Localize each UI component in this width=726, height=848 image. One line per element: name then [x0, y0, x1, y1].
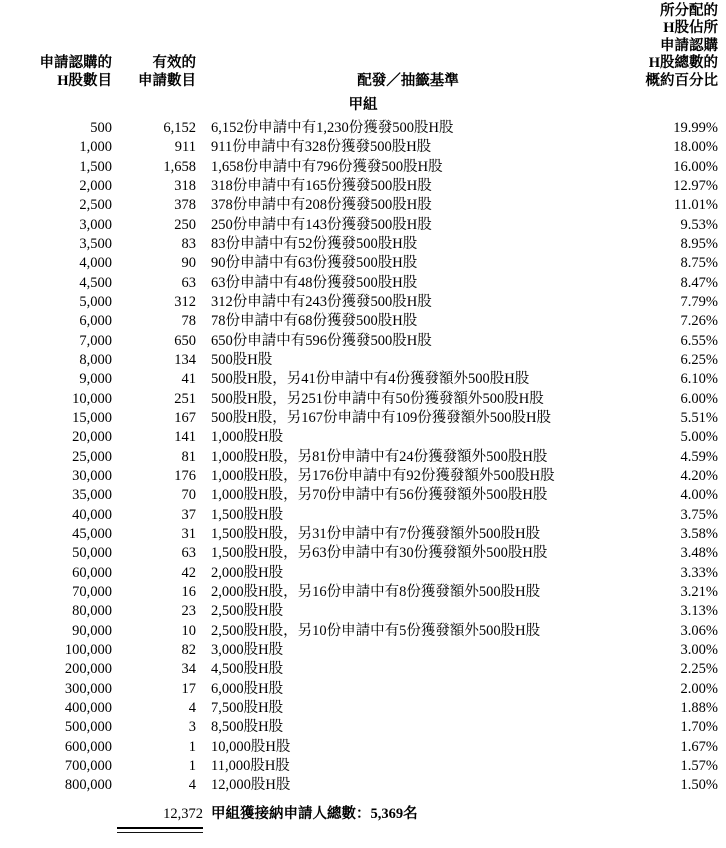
cell-valid-applications: 250	[174, 216, 196, 233]
cell-basis: 2,000股H股，另16份申請中有8份獲發額外500股H股	[211, 583, 541, 600]
cell-percentage: 6.10%	[680, 371, 718, 388]
cell-valid-applications: 10	[181, 622, 196, 639]
cell-valid-applications: 3	[188, 719, 196, 736]
cell-basis: 500股H股	[211, 351, 273, 368]
header-shares-applied-line1: 申請認購的	[39, 55, 112, 72]
table-row	[0, 293, 726, 312]
cell-percentage: 3.75%	[680, 506, 718, 523]
table-row	[0, 409, 726, 428]
cell-valid-applications: 1	[188, 757, 196, 774]
cell-valid-applications: 312	[174, 293, 196, 310]
cell-basis: 650份申請中有596份獲發500股H股	[211, 332, 432, 349]
cell-percentage: 8.47%	[680, 274, 718, 291]
cell-percentage: 2.25%	[680, 661, 718, 678]
cell-shares-applied: 7,000	[79, 332, 112, 349]
cell-basis: 6,000股H股	[211, 680, 284, 697]
table-row	[0, 370, 726, 389]
table-row	[0, 332, 726, 351]
table-row	[0, 158, 726, 177]
double-rule	[117, 827, 203, 833]
cell-shares-applied: 800,000	[64, 777, 112, 794]
table-row	[0, 119, 726, 138]
cell-basis: 2,000股H股	[211, 564, 284, 581]
cell-percentage: 1.57%	[680, 757, 718, 774]
total-row	[0, 805, 726, 833]
table-header	[0, 0, 726, 90]
cell-percentage: 16.00%	[673, 158, 718, 175]
table-row	[0, 177, 726, 196]
cell-valid-applications: 1,658	[163, 158, 196, 175]
cell-percentage: 1.50%	[680, 777, 718, 794]
cell-shares-applied: 2,000	[79, 178, 112, 195]
cell-basis: 1,000股H股	[211, 429, 284, 446]
header-valid-applications-line2: 申請數目	[138, 72, 196, 89]
cell-shares-applied: 4,500	[79, 274, 112, 291]
cell-basis: 1,000股H股，另176份申請中有92份獲發額外500股H股	[211, 467, 555, 484]
cell-valid-applications: 650	[174, 332, 196, 349]
table-row	[0, 428, 726, 447]
cell-valid-applications: 4	[188, 777, 196, 794]
cell-shares-applied: 8,000	[79, 351, 112, 368]
cell-basis: 11,000股H股	[211, 757, 290, 774]
cell-basis: 12,000股H股	[211, 777, 291, 794]
cell-basis: 3,000股H股	[211, 641, 284, 658]
table-row	[0, 274, 726, 293]
cell-percentage: 5.51%	[680, 409, 718, 426]
cell-shares-applied: 30,000	[72, 467, 112, 484]
cell-percentage: 6.55%	[680, 332, 718, 349]
header-shares-applied	[0, 55, 112, 90]
cell-valid-applications: 63	[181, 545, 196, 562]
cell-shares-applied: 60,000	[72, 564, 112, 581]
table-row	[0, 254, 726, 273]
cell-valid-applications: 63	[181, 274, 196, 291]
cell-percentage: 12.97%	[673, 178, 718, 195]
table-row	[0, 776, 726, 795]
cell-percentage: 8.95%	[680, 236, 718, 252]
table-row	[0, 506, 726, 525]
total-applications: 12,372	[163, 805, 203, 822]
table-row	[0, 699, 726, 718]
cell-percentage: 11.01%	[673, 197, 718, 214]
cell-basis: 6,152份申請中有1,230份獲發500股H股	[211, 120, 454, 137]
cell-percentage: 3.21%	[680, 583, 718, 600]
cell-percentage: 3.58%	[680, 525, 718, 542]
cell-basis: 7,500股H股	[211, 699, 284, 716]
cell-shares-applied: 500,000	[64, 719, 112, 736]
cell-shares-applied: 200,000	[64, 661, 112, 678]
table-row	[0, 138, 726, 157]
cell-percentage: 1.67%	[680, 738, 718, 755]
cell-shares-applied: 100,000	[64, 641, 112, 658]
cell-shares-applied: 50,000	[72, 545, 112, 562]
cell-valid-applications: 81	[181, 448, 196, 465]
header-basis: 配發／抽籤基準	[357, 72, 459, 89]
cell-shares-applied: 10,000	[72, 390, 112, 407]
cell-valid-applications: 16	[181, 583, 196, 600]
cell-valid-applications: 17	[181, 680, 196, 697]
cell-shares-applied: 400,000	[64, 699, 112, 716]
cell-valid-applications: 176	[174, 467, 196, 484]
cell-valid-applications: 378	[174, 197, 196, 214]
cell-shares-applied: 1,000	[79, 139, 112, 156]
group-a-label: 甲組	[348, 97, 378, 114]
table-body	[0, 119, 726, 795]
cell-basis: 83份申請中有52份獲發500股H股	[211, 236, 418, 252]
cell-basis: 312份申請中有243份獲發500股H股	[211, 293, 432, 310]
cell-valid-applications: 1	[188, 738, 196, 755]
cell-shares-applied: 20,000	[72, 429, 112, 446]
header-shares-applied-line2: H股數目	[57, 72, 112, 89]
cell-percentage: 19.99%	[673, 120, 718, 137]
cell-shares-applied: 5,000	[79, 293, 112, 310]
cell-basis: 911份申請中有328份獲發500股H股	[211, 139, 432, 156]
cell-shares-applied: 25,000	[72, 448, 112, 465]
cell-basis: 2,500股H股	[211, 603, 284, 620]
cell-basis: 78份申請中有68份獲發500股H股	[211, 313, 418, 330]
cell-basis: 500股H股，另251份申請中有50份獲發額外500股H股	[211, 390, 544, 407]
cell-basis: 90份申請中有63份獲發500股H股	[211, 255, 418, 272]
cell-percentage: 7.26%	[680, 313, 718, 330]
cell-shares-applied: 700,000	[64, 757, 112, 774]
cell-shares-applied: 80,000	[72, 603, 112, 620]
cell-percentage: 6.25%	[680, 351, 718, 368]
cell-basis: 63份申請中有48份獲發500股H股	[211, 274, 418, 291]
header-percentage-line1: 所分配的	[660, 3, 718, 19]
cell-percentage: 4.00%	[680, 487, 718, 504]
table-row	[0, 390, 726, 409]
cell-percentage: 9.53%	[680, 216, 718, 233]
cell-percentage: 3.33%	[680, 564, 718, 581]
cell-shares-applied: 40,000	[72, 506, 112, 523]
table-row	[0, 196, 726, 215]
cell-shares-applied: 6,000	[79, 313, 112, 330]
table-row	[0, 641, 726, 660]
table-row	[0, 467, 726, 486]
cell-percentage: 4.59%	[680, 448, 718, 465]
cell-basis: 1,500股H股	[211, 506, 284, 523]
cell-shares-applied: 500	[90, 120, 112, 137]
table-row	[0, 544, 726, 563]
cell-basis: 378份申請中有208份獲發500股H股	[211, 197, 432, 214]
cell-percentage: 2.00%	[680, 680, 718, 697]
table-row	[0, 602, 726, 621]
cell-shares-applied: 4,000	[79, 255, 112, 272]
cell-valid-applications: 318	[174, 178, 196, 195]
cell-shares-applied: 35,000	[72, 487, 112, 504]
header-valid-applications	[112, 55, 196, 90]
cell-percentage: 18.00%	[673, 139, 718, 156]
table-row	[0, 660, 726, 679]
header-percentage-line5: 概約百分比	[645, 72, 718, 89]
cell-basis: 10,000股H股	[211, 738, 291, 755]
cell-valid-applications: 6,152	[163, 120, 196, 137]
table-row	[0, 525, 726, 544]
header-percentage	[600, 3, 726, 90]
cell-basis: 500股H股，另167份申請中有109份獲發額外500股H股	[211, 409, 551, 426]
cell-valid-applications: 41	[181, 371, 196, 388]
cell-valid-applications: 78	[181, 313, 196, 330]
table-row	[0, 486, 726, 505]
cell-shares-applied: 600,000	[64, 738, 112, 755]
table-row	[0, 680, 726, 699]
cell-percentage: 3.48%	[680, 545, 718, 562]
cell-percentage: 7.79%	[680, 293, 718, 310]
cell-valid-applications: 134	[174, 351, 196, 368]
cell-percentage: 5.00%	[680, 429, 718, 446]
header-percentage-line4: H股總數的	[648, 55, 718, 72]
cell-valid-applications: 23	[181, 603, 196, 620]
cell-shares-applied: 2,500	[79, 197, 112, 214]
cell-shares-applied: 90,000	[72, 622, 112, 639]
cell-shares-applied: 70,000	[72, 583, 112, 600]
cell-percentage: 6.00%	[680, 390, 718, 407]
cell-valid-applications: 37	[181, 506, 196, 523]
cell-valid-applications: 83	[181, 236, 196, 252]
header-percentage-line2: H股佔所	[663, 20, 718, 37]
table-row	[0, 718, 726, 737]
table-row	[0, 351, 726, 370]
total-label: 甲組獲接納申請人總數：5,369名	[211, 805, 418, 822]
cell-percentage: 3.06%	[680, 622, 718, 639]
cell-valid-applications: 141	[174, 429, 196, 446]
table-row	[0, 564, 726, 583]
cell-shares-applied: 300,000	[64, 680, 112, 697]
cell-basis: 1,500股H股，另31份申請中有7份獲發額外500股H股	[211, 525, 541, 542]
cell-shares-applied: 3,500	[79, 236, 112, 252]
cell-valid-applications: 70	[181, 487, 196, 504]
cell-basis: 4,500股H股	[211, 661, 284, 678]
cell-valid-applications: 42	[181, 564, 196, 581]
cell-basis: 500股H股，另41份申請中有4份獲發額外500股H股	[211, 371, 530, 388]
cell-basis: 1,000股H股，另81份申請中有24份獲發額外500股H股	[211, 448, 548, 465]
header-percentage-line3: 申請認購	[660, 37, 718, 54]
cell-valid-applications: 90	[181, 255, 196, 272]
cell-valid-applications: 82	[181, 641, 196, 658]
table-row	[0, 622, 726, 641]
cell-valid-applications: 31	[181, 525, 196, 542]
table-row	[0, 448, 726, 467]
table-row	[0, 312, 726, 331]
table-row	[0, 235, 726, 254]
cell-valid-applications: 34	[181, 661, 196, 678]
cell-basis: 2,500股H股，另10份申請中有5份獲發額外500股H股	[211, 622, 541, 639]
cell-percentage: 3.00%	[680, 641, 718, 658]
cell-percentage: 1.70%	[680, 719, 718, 736]
cell-shares-applied: 15,000	[72, 409, 112, 426]
cell-shares-applied: 1,500	[79, 158, 112, 175]
cell-valid-applications: 911	[174, 139, 196, 156]
cell-shares-applied: 45,000	[72, 525, 112, 542]
cell-shares-applied: 9,000	[79, 371, 112, 388]
table-row	[0, 757, 726, 776]
cell-basis: 1,658份申請中有796份獲發500股H股	[211, 158, 443, 175]
cell-percentage: 8.75%	[680, 255, 718, 272]
cell-basis: 8,500股H股	[211, 719, 284, 736]
cell-valid-applications: 251	[174, 390, 196, 407]
cell-shares-applied: 3,000	[79, 216, 112, 233]
cell-basis: 1,500股H股，另63份申請中有30份獲發額外500股H股	[211, 545, 548, 562]
header-valid-applications-line1: 有效的	[152, 55, 196, 72]
cell-valid-applications: 167	[174, 409, 196, 426]
table-row	[0, 216, 726, 235]
total-applications-cell	[0, 805, 203, 833]
cell-percentage: 4.20%	[680, 467, 718, 484]
cell-basis: 1,000股H股，另70份申請中有56份獲發額外500股H股	[211, 487, 548, 504]
cell-valid-applications: 4	[188, 699, 196, 716]
table-row	[0, 583, 726, 602]
cell-percentage: 1.88%	[680, 699, 718, 716]
table-row	[0, 738, 726, 757]
cell-basis: 250份申請中有143份獲發500股H股	[211, 216, 432, 233]
cell-percentage: 3.13%	[680, 603, 718, 620]
cell-basis: 318份申請中有165份獲發500股H股	[211, 178, 432, 195]
